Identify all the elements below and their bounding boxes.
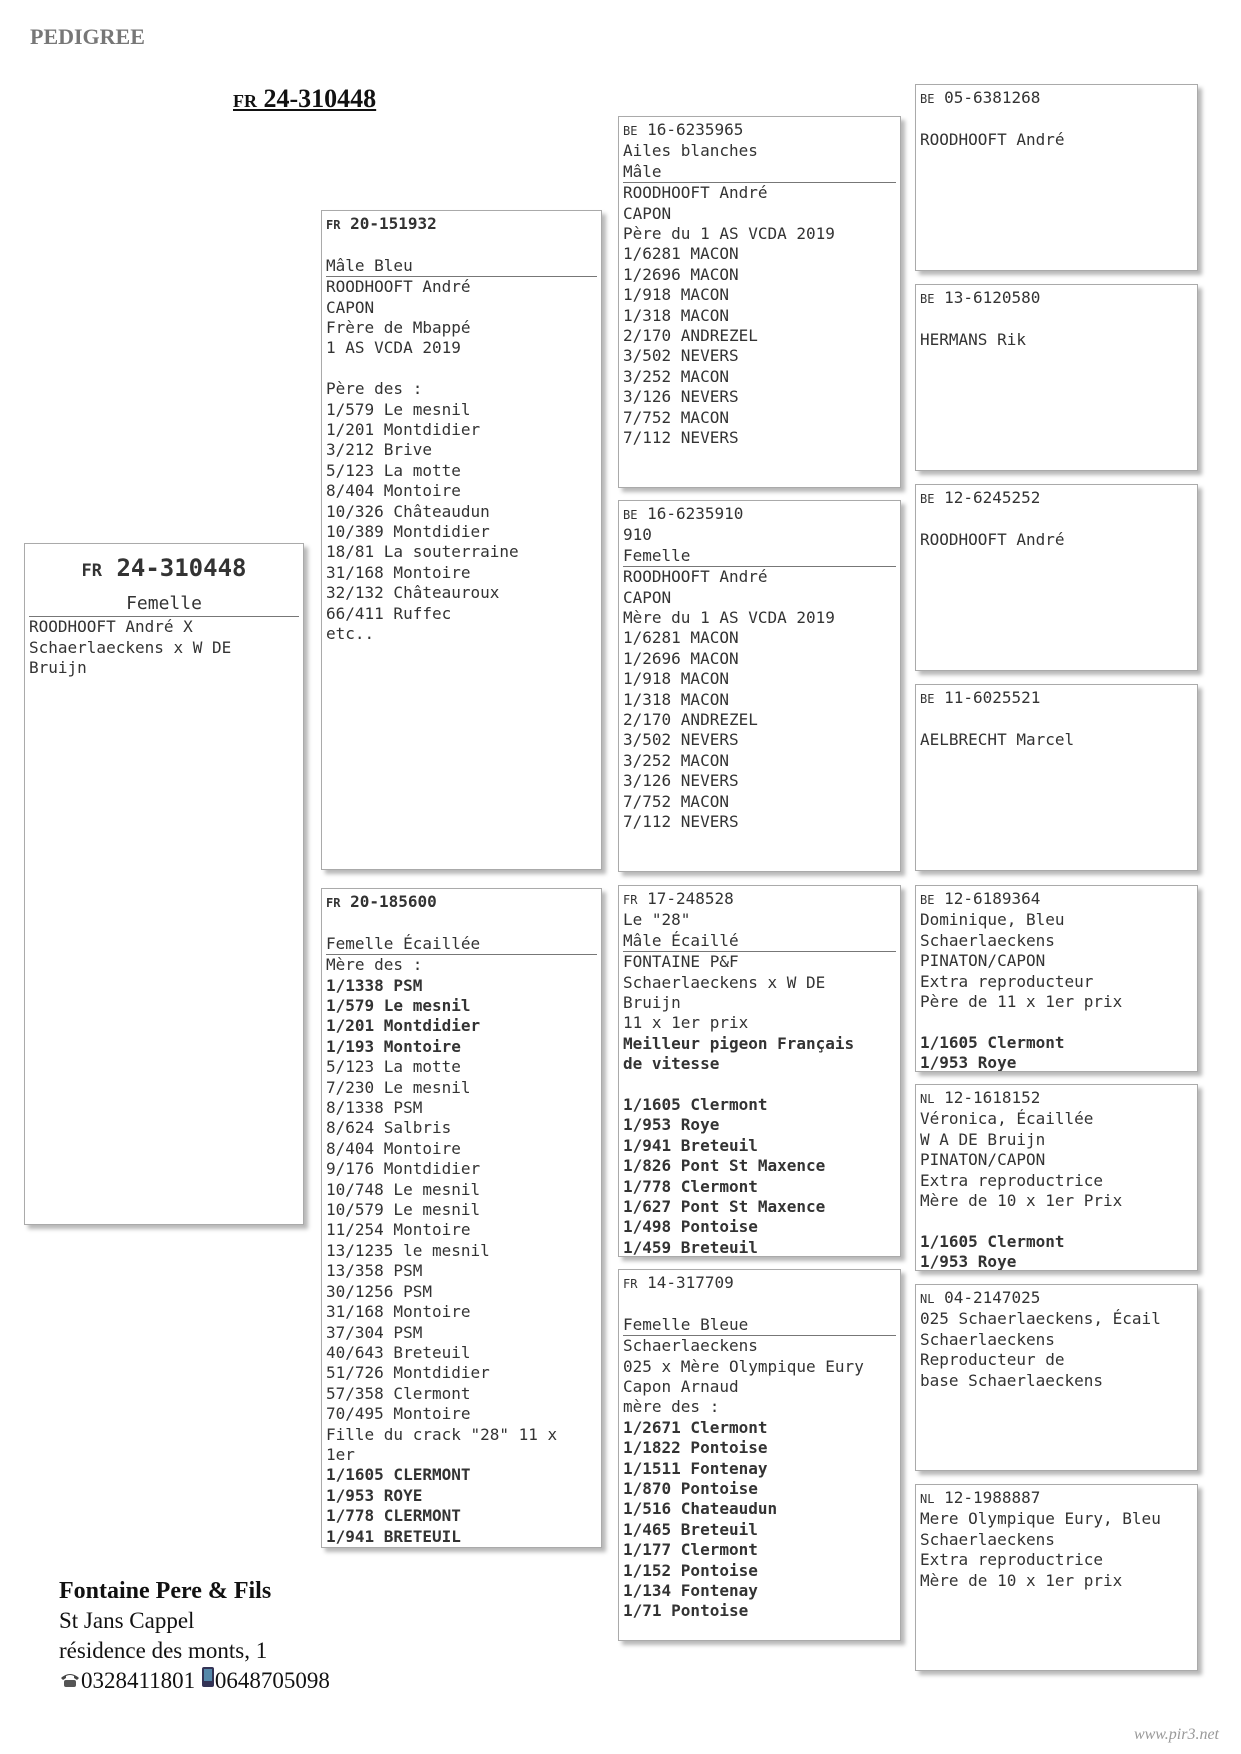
pigeon-info-line: Schaerlaeckens xyxy=(920,1329,1055,1349)
top-ring-id: 24-310448 xyxy=(263,84,377,113)
pigeon-name-line: Femelle Bleue xyxy=(623,1315,896,1336)
pigeon-info-line: 10/326 Châteaudun xyxy=(326,501,490,521)
ring-country: BE xyxy=(920,492,935,506)
ring-id: 12-1618152 xyxy=(944,1088,1041,1107)
pigeon-info-line: 1/498 Pontoise xyxy=(623,1217,758,1237)
pigeon-name-line: 910 xyxy=(623,525,652,545)
pigeon-info-line: 3/252 MACON xyxy=(623,750,729,770)
ring-country: FR xyxy=(326,218,341,232)
pigeon-info-line: 11 x 1er prix xyxy=(623,1013,749,1033)
pigeon-info-line: 10/748 Le mesnil xyxy=(326,1179,481,1199)
sdd-pigeon-card[interactable] xyxy=(915,684,1198,871)
pigeon-info-line: 32/132 Châteauroux xyxy=(326,583,500,603)
pigeon-info-line: Schaerlaeckens xyxy=(920,930,1055,950)
ring-country: FR xyxy=(623,893,638,907)
ring-country: BE xyxy=(623,124,638,138)
dam-pigeon-card[interactable] xyxy=(321,888,602,1548)
ring-id: 04-2147025 xyxy=(944,1288,1041,1307)
ring-id: 12-1988887 xyxy=(944,1488,1041,1507)
subject-lines xyxy=(29,617,299,678)
pigeon-info-line: 1/6281 MACON xyxy=(623,628,739,648)
ss-pigeon-card[interactable] xyxy=(618,116,901,488)
subject-ring xyxy=(29,553,299,586)
ring-number xyxy=(920,1088,1193,1109)
pigeon-name-line: Femelle xyxy=(623,546,896,567)
subject-sex: Femelle xyxy=(29,594,299,617)
pigeon-info-line: 1/1605 Clermont xyxy=(920,1032,1065,1052)
pigeon-info-line: 37/304 PSM xyxy=(326,1322,423,1342)
pigeon-info-line xyxy=(623,1075,896,1095)
pigeon-info-line: 1/1605 Clermont xyxy=(623,1095,768,1115)
subject-card[interactable] xyxy=(24,543,304,1225)
pigeon-info-line: 1/778 CLERMONT xyxy=(326,1506,461,1526)
breeder-name: Fontaine Pere & Fils xyxy=(59,1578,272,1604)
pigeon-info-line: 9/176 Montdidier xyxy=(326,1159,481,1179)
pigeon-info-line: ROODHOOFT André xyxy=(623,183,768,203)
pigeon-info-line: 18/81 La souterraine xyxy=(326,542,519,562)
ring-country: BE xyxy=(920,692,935,706)
ring-id: 05-6381268 xyxy=(944,88,1041,107)
pigeon-name-line: Mâle Écaillé xyxy=(623,931,896,952)
pigeon-info-line: 5/123 La motte xyxy=(326,1057,461,1077)
pigeon-info-line: 1/918 MACON xyxy=(623,669,729,689)
ring-country: BE xyxy=(920,292,935,306)
pigeon-info-line: 3/126 NEVERS xyxy=(623,387,739,407)
pigeon-info-line: ROODHOOFT André xyxy=(326,277,471,297)
pigeon-info-line: 3/502 NEVERS xyxy=(623,346,739,366)
pigeon-info-line: Père du 1 AS VCDA 2019 xyxy=(623,224,835,244)
pigeon-info-line: 1/152 Pontoise xyxy=(623,1560,758,1580)
mobile-phone-icon xyxy=(201,1666,215,1696)
subject-line: Bruijn xyxy=(29,658,87,678)
pigeon-info-line: 7/752 MACON xyxy=(623,407,729,427)
ring-number xyxy=(920,88,1193,109)
pigeon-info-line: Mère de 10 x 1er Prix xyxy=(920,1191,1123,1211)
pigeon-info-line: 1/778 Clermont xyxy=(623,1176,758,1196)
ring-number xyxy=(326,892,597,913)
pigeon-info-line: Schaerlaeckens xyxy=(920,1529,1055,1549)
dd-pigeon-card[interactable] xyxy=(618,1269,901,1641)
pigeon-info-line: Meilleur pigeon Français xyxy=(623,1033,855,1053)
breeder-city: St Jans Cappel xyxy=(59,1608,195,1633)
pigeon-info-line: 1/177 Clermont xyxy=(623,1540,758,1560)
pigeon-info-line: Père de 11 x 1er prix xyxy=(920,992,1123,1012)
breeder-phones xyxy=(59,1666,330,1696)
pigeon-info-line: 025 Schaerlaeckens, Écail xyxy=(920,1309,1161,1329)
top-ring-number xyxy=(233,84,376,114)
pigeon-info-line: CAPON xyxy=(623,203,672,223)
pigeon-info-line: 57/358 Clermont xyxy=(326,1383,471,1403)
dss-pigeon-card[interactable] xyxy=(915,885,1198,1072)
ring-number xyxy=(920,1288,1193,1309)
pigeon-info-line: ROODHOOFT André xyxy=(920,529,1065,549)
pigeon-info-line: Père des : xyxy=(326,379,423,399)
pigeon-info-line: 1/953 Roye xyxy=(920,1252,1017,1271)
pigeon-name-line: Le "28" xyxy=(623,910,691,930)
pigeon-info-line: 7/752 MACON xyxy=(623,791,729,811)
pigeon-info-line: 7/112 NEVERS xyxy=(623,812,739,832)
pigeon-info-line: 13/1235 le mesnil xyxy=(326,1240,490,1260)
pigeon-info-line: CAPON xyxy=(326,297,375,317)
pigeon-info-line: 1/459 Breteuil xyxy=(623,1237,758,1257)
subject-number: 24-310448 xyxy=(116,554,247,582)
pigeon-info-line xyxy=(920,1012,1193,1032)
breeder-phone[interactable]: 0328411801 xyxy=(81,1668,196,1693)
breeder-mobile[interactable]: 0648705098 xyxy=(214,1668,330,1693)
pigeon-info-line: de vitesse xyxy=(623,1054,720,1074)
pigeon-info-line: mère des : xyxy=(623,1397,720,1417)
pigeon-info-line: 1/2696 MACON xyxy=(623,648,739,668)
pigeon-info-line: 40/643 Breteuil xyxy=(326,1342,471,1362)
pigeon-info-line: Mère du 1 AS VCDA 2019 xyxy=(623,608,835,628)
pigeon-info-line: 3/502 NEVERS xyxy=(623,730,739,750)
pigeon-info-line xyxy=(920,509,1193,529)
ring-country: BE xyxy=(920,92,935,106)
pigeon-info-line: 1er xyxy=(326,1444,355,1464)
pigeon-info-line xyxy=(326,359,597,379)
ring-id: 12-6189364 xyxy=(944,889,1041,908)
pigeon-info-line: Reproducteur de xyxy=(920,1350,1065,1370)
ring-country: NL xyxy=(920,1292,935,1306)
ring-id: 20-151932 xyxy=(350,214,437,233)
pigeon-info-line: 8/624 Salbris xyxy=(326,1118,452,1138)
pigeon-info-line: 1/918 MACON xyxy=(623,285,729,305)
pigeon-info-line xyxy=(920,709,1193,729)
ring-number xyxy=(623,504,896,525)
ring-number xyxy=(920,688,1193,709)
ring-number xyxy=(623,1273,896,1294)
ring-number xyxy=(623,889,896,910)
pigeon-name-line xyxy=(623,1294,896,1314)
dds-pigeon-card[interactable] xyxy=(915,1284,1198,1471)
pigeon-info-line: CAPON xyxy=(623,587,672,607)
pigeon-info-line: 1/627 Pont St Maxence xyxy=(623,1197,826,1217)
ring-country: BE xyxy=(623,508,638,522)
page-header: PEDIGREE xyxy=(30,24,145,49)
pigeon-info-line xyxy=(920,309,1193,329)
ring-country: NL xyxy=(920,1092,935,1106)
pigeon-info-line: 1/318 MACON xyxy=(623,689,729,709)
pigeon-info-line: 2/170 ANDREZEL xyxy=(623,326,758,346)
pigeon-info-line: 1/318 MACON xyxy=(623,305,729,325)
pigeon-info-line: 8/404 Montoire xyxy=(326,1138,461,1158)
ssd-pigeon-card[interactable] xyxy=(915,284,1198,471)
pigeon-info-line: AELBRECHT Marcel xyxy=(920,729,1075,749)
pigeon-name-line xyxy=(326,913,597,933)
pigeon-info-line: Extra reproductrice xyxy=(920,1170,1104,1190)
pigeon-info-line: Mere Olympique Eury, Bleu xyxy=(920,1509,1161,1529)
ring-number xyxy=(326,214,597,235)
pigeon-info-line: 2/170 ANDREZEL xyxy=(623,710,758,730)
pigeon-info-line: 13/358 PSM xyxy=(326,1261,423,1281)
pigeon-info-line: 1/193 Montoire xyxy=(326,1036,461,1056)
pigeon-info-line: 5/123 La motte xyxy=(326,460,461,480)
ring-id: 17-248528 xyxy=(647,889,734,908)
pigeon-info-line: ROODHOOFT André xyxy=(920,129,1065,149)
pigeon-info-line: 30/1256 PSM xyxy=(326,1281,432,1301)
pigeon-info-line: 1/941 BRETEUIL xyxy=(326,1526,461,1546)
pigeon-info-line: 10/389 Montdidier xyxy=(326,522,490,542)
pigeon-info-line: 66/411 Ruffec xyxy=(326,603,452,623)
pigeon-info-line: 1/953 Roye xyxy=(920,1053,1017,1072)
pigeon-info-line: Véronica, Écaillée xyxy=(920,1109,1094,1129)
pigeon-info-line: Mère des : xyxy=(326,955,423,975)
pigeon-name-line: Ailes blanches xyxy=(623,141,758,161)
ring-id: 16-6235965 xyxy=(647,120,744,139)
sss-pigeon-card[interactable] xyxy=(915,84,1198,271)
pigeon-info-line: 1/2671 Clermont xyxy=(623,1417,768,1437)
ring-id: 16-6235910 xyxy=(647,504,744,523)
ring-number xyxy=(920,488,1193,509)
pigeon-info-line: 1/953 ROYE xyxy=(326,1485,423,1505)
telephone-icon xyxy=(59,1666,81,1696)
pigeon-info-line: Frère de Mbappé xyxy=(326,318,471,338)
ddd-pigeon-card[interactable] xyxy=(915,1484,1198,1671)
pigeon-info-line: 1/516 Chateaudun xyxy=(623,1499,778,1519)
pigeon-info-line: Dominique, Bleu xyxy=(920,910,1065,930)
pigeon-info-line: 31/168 Montoire xyxy=(326,1302,471,1322)
pigeon-info-line: PINATON/CAPON xyxy=(920,951,1046,971)
ring-id: 11-6025521 xyxy=(944,688,1041,707)
ring-country: BE xyxy=(920,893,935,907)
sd-pigeon-card[interactable] xyxy=(618,500,901,872)
pigeon-name-line: Mâle xyxy=(623,162,896,183)
dsd-pigeon-card[interactable] xyxy=(915,1084,1198,1271)
subject-line: ROODHOOFT André X xyxy=(29,617,193,637)
pigeon-info-line: Mère de 10 x 1er prix xyxy=(920,1570,1123,1590)
pigeon-info-line: 1/201 Montdidier xyxy=(326,420,481,440)
pigeon-info-line: Schaerlaeckens xyxy=(623,1336,758,1356)
pigeon-info-line: Extra reproducteur xyxy=(920,971,1094,991)
ring-number xyxy=(920,288,1193,309)
pigeon-info-line: 1/579 Le mesnil xyxy=(326,399,471,419)
pigeon-info-line: Extra reproductrice xyxy=(920,1550,1104,1570)
pigeon-info-line: 8/1338 PSM xyxy=(326,1098,423,1118)
pigeon-info-line: 1/134 Fontenay xyxy=(623,1581,758,1601)
pigeon-info-line: HERMANS Rik xyxy=(920,329,1026,349)
pigeon-info-line: 1/1605 CLERMONT xyxy=(326,1465,471,1485)
pigeon-info-line: Bruijn xyxy=(623,993,681,1013)
pigeon-info-line: 1/201 Montdidier xyxy=(326,1016,481,1036)
pigeon-info-line: FONTAINE P&F xyxy=(623,952,739,972)
subject-country: FR xyxy=(81,561,102,581)
pigeon-info-line: 025 x Mère Olympique Eury xyxy=(623,1356,864,1376)
pigeon-info-line: 70/495 Montoire xyxy=(326,1404,471,1424)
ring-id: 12-6245252 xyxy=(944,488,1041,507)
sire-pigeon-card[interactable] xyxy=(321,210,602,870)
pigeon-info-line: ROODHOOFT André xyxy=(623,567,768,587)
pigeon-info-line: 3/252 MACON xyxy=(623,366,729,386)
pigeon-name-line xyxy=(326,235,597,255)
pigeon-info-line xyxy=(920,109,1193,129)
pigeon-info-line: 1/1511 Fontenay xyxy=(623,1458,768,1478)
breeder-address: résidence des monts, 1 xyxy=(59,1638,268,1663)
pigeon-info-line: etc.. xyxy=(326,624,375,644)
pigeon-info-line: 1/6281 MACON xyxy=(623,244,739,264)
pigeon-info-line: 1/1822 Pontoise xyxy=(623,1438,768,1458)
pigeon-info-line: 7/112 NEVERS xyxy=(623,428,739,448)
pigeon-info-line: 1/1605 Clermont xyxy=(920,1231,1065,1251)
pigeon-name-line: Femelle Écaillée xyxy=(326,934,597,955)
pigeon-info-line: Capon Arnaud xyxy=(623,1377,739,1397)
ring-country: FR xyxy=(326,896,341,910)
pigeon-info-line: base Schaerlaeckens xyxy=(920,1370,1104,1390)
pigeon-info-line: 7/230 Le mesnil xyxy=(326,1077,471,1097)
ring-id: 13-6120580 xyxy=(944,288,1041,307)
ring-number xyxy=(920,889,1193,910)
ring-number xyxy=(920,1488,1193,1509)
pigeon-info-line: 1 AS VCDA 2019 xyxy=(326,338,461,358)
pigeon-info-line: 1/870 Pontoise xyxy=(623,1479,758,1499)
pigeon-info-line: 3/212 Brive xyxy=(326,440,432,460)
top-ring-country: FR xyxy=(233,91,257,111)
subject-line: Schaerlaeckens x W DE xyxy=(29,637,232,657)
pigeon-info-line: 1/1338 PSM xyxy=(326,975,423,995)
pigeon-info-line: 1/579 Le mesnil xyxy=(326,996,471,1016)
pigeon-info-line: 1/953 Roye xyxy=(623,1115,720,1135)
ring-country: NL xyxy=(920,1492,935,1506)
ring-country: FR xyxy=(623,1277,638,1291)
ring-id: 14-317709 xyxy=(647,1273,734,1292)
pigeon-info-line: 1/71 Pontoise xyxy=(623,1601,749,1621)
watermark: www.pir3.net xyxy=(1133,1726,1219,1743)
pigeon-info-line: 3/126 NEVERS xyxy=(623,771,739,791)
pigeon-info-line: 51/726 Montdidier xyxy=(326,1363,490,1383)
ring-id: 20-185600 xyxy=(350,892,437,911)
pigeon-info-line: W A DE Bruijn xyxy=(920,1129,1046,1149)
pigeon-info-line: 1/2696 MACON xyxy=(623,264,739,284)
pigeon-name-line: Mâle Bleu xyxy=(326,256,597,277)
sds-pigeon-card[interactable] xyxy=(915,484,1198,671)
pigeon-info-line: Schaerlaeckens x W DE xyxy=(623,972,826,992)
pigeon-info-line: 1/465 Breteuil xyxy=(623,1519,758,1539)
pigeon-info-line: 8/404 Montoire xyxy=(326,481,461,501)
pigeon-info-line: 31/168 Montoire xyxy=(326,562,471,582)
ring-number xyxy=(623,120,896,141)
breeder-info xyxy=(59,1576,330,1696)
pigeon-info-line: 11/254 Montoire xyxy=(326,1220,471,1240)
pigeon-info-line: Fille du crack "28" 11 x xyxy=(326,1424,558,1444)
pigeon-info-line: PINATON/CAPON xyxy=(920,1150,1046,1170)
ds-pigeon-card[interactable] xyxy=(618,885,901,1257)
pigeon-info-line: 10/579 Le mesnil xyxy=(326,1200,481,1220)
pigeon-info-line: 1/826 Pont St Maxence xyxy=(623,1156,826,1176)
pigeon-info-line: 1/941 Breteuil xyxy=(623,1135,758,1155)
pigeon-info-line xyxy=(920,1211,1193,1231)
